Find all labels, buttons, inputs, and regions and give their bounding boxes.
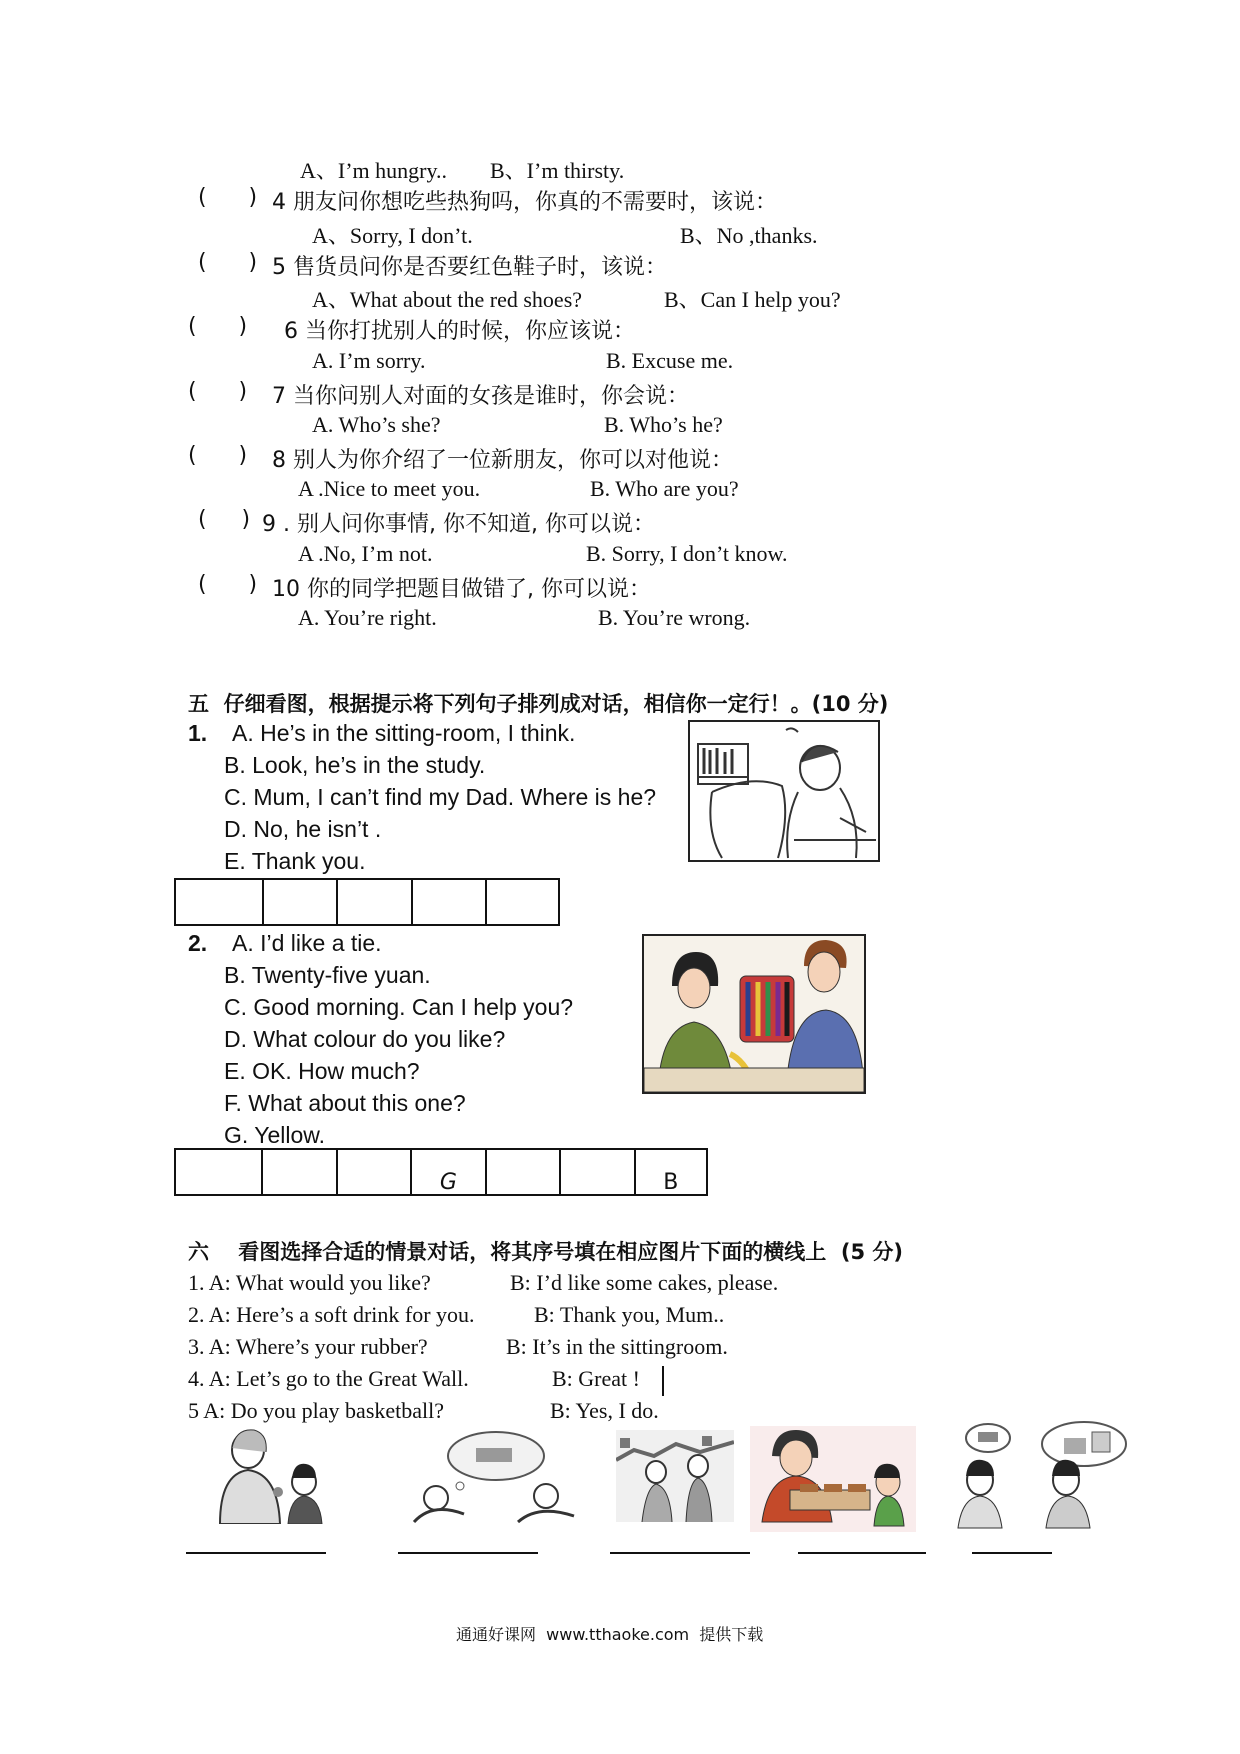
s6-dialog1-b: B: I’d like some cakes, please. — [510, 1270, 779, 1295]
option-a: A、Sorry, I don’t. — [312, 223, 473, 248]
question-prompt: 10 你的同学把题目做错了, 你可以说： — [272, 577, 651, 602]
answer-box[interactable] — [338, 1150, 412, 1194]
picture-answer-line[interactable] — [610, 1552, 750, 1554]
dialog1-line-d: D. No, he isn’t . — [224, 816, 382, 842]
s6-dialog5-b: B: Yes, I do. — [550, 1398, 659, 1423]
answer-paren[interactable]: ( ) — [198, 572, 258, 597]
answer-box[interactable] — [487, 1150, 561, 1194]
rubber-thinking-picture — [954, 1418, 1134, 1530]
footer-text: 通通好课网 www.tthaoke.com 提供下载 — [456, 1625, 764, 1644]
answer-paren[interactable]: ( ) — [198, 250, 258, 275]
dialog1-answer-boxes — [174, 878, 560, 926]
dialog2-line-a: A. I’d like a tie. — [232, 930, 382, 956]
answer-box[interactable] — [264, 880, 339, 924]
answer-box[interactable] — [176, 880, 264, 924]
picture-answer-line[interactable] — [972, 1552, 1052, 1554]
option-b: B、No ,thanks. — [680, 223, 818, 248]
option-a: A、What about the red shoes? — [312, 287, 583, 312]
answer-paren[interactable]: ( ) — [198, 185, 258, 210]
dialog1-number: 1. — [188, 720, 208, 746]
mother-and-child-picture — [200, 1426, 336, 1524]
tie-shop-picture — [642, 934, 866, 1094]
dialog2-answer-boxes — [174, 1148, 708, 1196]
s6-dialog5-a: 5 A: Do you play basketball? — [188, 1398, 445, 1423]
dialog2-number: 2. — [188, 930, 208, 956]
great-wall-picture — [616, 1430, 734, 1522]
study-picture — [688, 720, 880, 862]
answer-box[interactable] — [487, 880, 558, 924]
dialog2-line-c: C. Good morning. Can I help you? — [224, 994, 574, 1020]
option-b: B、Can I help you? — [664, 287, 841, 312]
dialog2-line-e: E. OK. How much? — [224, 1058, 420, 1084]
picture-answer-line[interactable] — [186, 1552, 326, 1554]
question-prompt: 9 . 别人问你事情, 你不知道, 你可以说： — [262, 512, 655, 537]
s6-dialog2-b: B: Thank you, Mum.. — [534, 1302, 725, 1327]
children-thinking-picture — [400, 1426, 580, 1526]
picture-answer-line[interactable] — [398, 1552, 538, 1554]
q3-option-a: A、I’m hungry.. — [300, 158, 448, 183]
dialog2-line-b: B. Twenty-five yuan. — [224, 962, 431, 988]
section6-heading: 六 看图选择合适的情景对话，将其序号填在相应图片下面的横线上 (5 分) — [188, 1240, 903, 1264]
answer-paren[interactable]: ( ) — [188, 314, 248, 339]
question-prompt: 7 当你问别人对面的女孩是谁时，你会说： — [272, 384, 689, 409]
option-b: B. Who’s he? — [604, 412, 723, 437]
question-prompt: 5 售货员问你是否要红色鞋子时，该说： — [272, 255, 667, 280]
dialog1-line-a: A. He’s in the sitting-room, I think. — [232, 720, 576, 746]
answer-paren[interactable]: ( ) — [188, 379, 248, 404]
answer-box[interactable] — [561, 1150, 635, 1194]
answer-box[interactable] — [338, 880, 413, 924]
s6-dialog4-b: B: Great ! — [552, 1366, 640, 1391]
tie-shop-illustration — [644, 936, 864, 1092]
option-a: A. Who’s she? — [312, 412, 441, 437]
answer-box[interactable] — [263, 1150, 337, 1194]
dialog1-line-c: C. Mum, I can’t find my Dad. Where is he? — [224, 784, 657, 810]
text-cursor — [662, 1366, 664, 1396]
option-b: B. Who are you? — [590, 476, 739, 501]
option-a: A .Nice to meet you. — [298, 476, 481, 501]
mother-cakes-picture — [750, 1426, 916, 1532]
s6-dialog3-b: B: It’s in the sittingroom. — [506, 1334, 728, 1359]
question-prompt: 4 朋友问你想吃些热狗吗，你真的不需要时，该说： — [272, 190, 777, 215]
option-a: A .No, I’m not. — [298, 541, 433, 566]
dialog1-line-e: E. Thank you. — [224, 848, 366, 874]
s6-dialog1-a: 1. A: What would you like? — [188, 1270, 431, 1295]
dialog1-line-b: B. Look, he’s in the study. — [224, 752, 486, 778]
option-b: B. Excuse me. — [606, 348, 734, 373]
question-prompt: 8 别人为你介绍了一位新朋友，你可以对他说： — [272, 448, 733, 473]
answer-paren[interactable]: ( ) — [188, 443, 248, 468]
s6-dialog4-a: 4. A: Let’s go to the Great Wall. — [188, 1366, 469, 1391]
answer-box[interactable] — [176, 1150, 263, 1194]
dialog2-line-g: G. Yellow. — [224, 1122, 326, 1148]
s6-dialog3-a: 3. A: Where’s your rubber? — [188, 1334, 428, 1359]
answer-paren[interactable]: ( ) — [198, 507, 251, 532]
option-a: A. You’re right. — [298, 605, 437, 630]
answer-box[interactable] — [413, 880, 488, 924]
option-b: B. Sorry, I don’t know. — [586, 541, 788, 566]
father-studying-illustration — [690, 722, 878, 860]
dialog2-line-d: D. What colour do you like? — [224, 1026, 506, 1052]
section5-heading: 五 仔细看图，根据提示将下列句子排列成对话，相信你一定行！。(10 分) — [188, 692, 889, 716]
question-prompt: 6 当你打扰别人的时候，你应该说： — [284, 319, 635, 344]
q3-option-b: B、I’m thirsty. — [490, 158, 625, 183]
dialog2-line-f: F. What about this one? — [224, 1090, 466, 1116]
answer-box[interactable]: G — [412, 1150, 486, 1194]
option-a: A. I’m sorry. — [312, 348, 426, 373]
picture-answer-line[interactable] — [798, 1552, 926, 1554]
option-b: B. You’re wrong. — [598, 605, 751, 630]
s6-dialog2-a: 2. A: Here’s a soft drink for you. — [188, 1302, 475, 1327]
answer-box[interactable]: B — [663, 1170, 679, 1195]
